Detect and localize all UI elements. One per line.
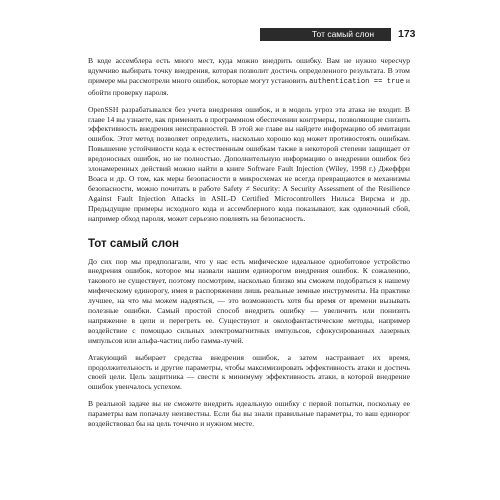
running-header bbox=[260, 28, 391, 41]
paragraph-2 bbox=[88, 105, 410, 224]
inline-code: authentication == true bbox=[309, 77, 405, 86]
running-header-title: Тот самый слон bbox=[312, 29, 375, 39]
section-paragraph-3: В реальной задаче вы не сможете внедрить идеальную ошибку с первой попытки, поскольку ее параметры вам попачалу неизвестны. Если бы вы знали правильные параметры, то ваш единорог воздействовал бы на цель точечно и нужном месте. bbox=[88, 399, 410, 429]
section-heading: Тот самый слон bbox=[88, 237, 179, 250]
page-number: 173 bbox=[398, 28, 416, 40]
paragraph-1 bbox=[88, 56, 410, 98]
paragraph-2-text: OpenSSH разрабатывался без учета внедрения ошибок, и в модель угроз эта атака не входит. В главе 14 вы узнаете, как применить в программном обеспечении контрмеры, позволяющие снизить эффективность внедрения неисправностей. В этой же главе вы найдете информацию об имитации ошибок. Этот метод позволяет определить, насколько хорошо код может противостоять ошибкам. Повышение устойчивости кода к естественным ошибкам также в некоторой степени защищает от вредоносных ошибок, но не полностью. Дополнительную информацию о внедрении ошибок без злонамеренных действий можно найти в книге Software Fault Injection (Wiley, 1998 г.) Джеффри Воаса и др. О том, как меры безопасности в микросхемах не всегда превращаются в механизмы безопасности, можно почитать в работе Safety ≠ Security: A Security Assessment of the Resilience Against Fault Injection Attacks in ASIL-D Certified Microcontrollers Нильса Вирсма и др. Предыдущие примеры исходного кода и ассемблерного кода показывают, как одиночный сбой, например обход пароля, может серьезно повлиять на безопасность. bbox=[88, 104, 410, 223]
page-body bbox=[88, 56, 410, 436]
section-paragraph-1: До сих пор мы предполагали, что у нас есть мифическое идеальное однобитовое устройство внедрения ошибок, которое мы назвали нашим единорогом внедрения ошибок. К сожалению, такового не существует, поэтому посмотрим, насколько близко мы сможем подобраться к нашему мифическому единорогу, имея в распоряжении лишь реальные земные инструменты. На практике лучшее, на что мы можем надеяться, — это возможность хотя бы время от времени вызывать полезные ошибки. Самый простой способ внедрить ошибку — увеличить или понизить напряжение в цепи и перегреть ее. Существуют и околофантастические методы, например воздействие с помощью сильных электромагнитных импульсов, сфокусированных лазерных импульсов или альфа-частиц либо гамма-лучей. bbox=[88, 256, 410, 345]
paragraph-1-text-after-code: и обойти проверку пароля. bbox=[88, 75, 410, 97]
paragraph-1-text-before-code: В коде ассемблера есть много мест, куда можно внедрить ошибку. Вам не нужно чересчур вдумчиво выбирать точку внедрения, которая позволит достичь определенного результата. В этом примере мы рассмотрели много ошибок, которые могут установить bbox=[88, 56, 410, 85]
section-paragraph-2: Атакующий выбирает средства внедрения ошибок, а затем настраивает их время, продолжительность и другие параметры, чтобы максимизировать эффективность атаки и достичь своей цели. Цель защитника — свести к минимуму эффективность атаки, в которой внедрение ошибок увенчалось успехом. bbox=[88, 352, 410, 392]
